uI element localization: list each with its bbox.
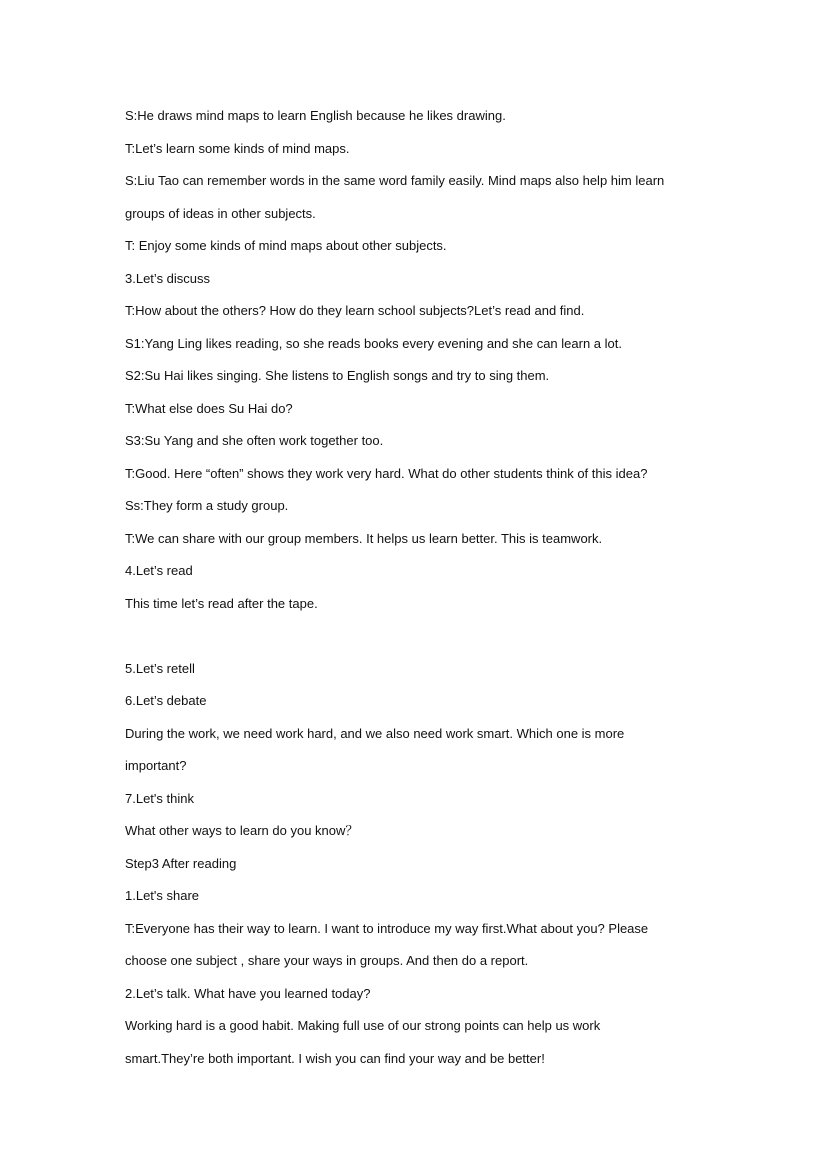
- section-heading: 5.Let’s retell: [125, 660, 195, 676]
- text-line: choose one subject , share your ways in groups. And then do a report.: [125, 953, 529, 968]
- text-line: smart.They’re both important. I wish you can find your way and be better!: [125, 1050, 545, 1066]
- text-line: T:Everyone has their way to learn. I want to introduce my way first.What about you? Please: [125, 920, 649, 936]
- text-line: S2:Su Hai likes singing. She listens to English songs and try to sing them.: [125, 368, 550, 383]
- text-line: T:Good. Here “often” shows they work very hard. What do other students think of this idea?: [125, 465, 648, 481]
- text-line: This time let’s read after the tape.: [125, 595, 318, 611]
- text-line: Ss:They form a study group.: [125, 498, 289, 513]
- text-line: important?: [125, 758, 187, 773]
- section-heading: 7.Let's think: [125, 790, 194, 806]
- blank-line: [125, 624, 725, 657]
- section-heading: Step3 After reading: [125, 855, 237, 871]
- document-body: [125, 104, 725, 1079]
- section-heading: 6.Let’s debate: [125, 693, 207, 708]
- text-line: T:How about the others? How do they learn school subjects?Let’s read and find.: [125, 303, 585, 318]
- text-line: Working hard is a good habit. Making full use of our strong points can help us work: [125, 1018, 601, 1033]
- section-heading: 3.Let’s discuss: [125, 270, 211, 286]
- text-line: T:What else does Su Hai do?: [125, 400, 293, 416]
- section-heading: 2.Let’s talk. What have you learned today?: [125, 985, 371, 1001]
- text-line: groups of ideas in other subjects.: [125, 205, 316, 221]
- text-line: S:He draws mind maps to learn English because he likes drawing.: [125, 108, 506, 123]
- text-line: What other ways to learn do you know？: [125, 823, 359, 838]
- text-line: S1:Yang Ling likes reading, so she reads books every evening and she can learn a lot.: [125, 335, 622, 351]
- section-heading: 4.Let’s read: [125, 563, 193, 578]
- section-heading: 1.Let's share: [125, 888, 200, 903]
- text-line: S3:Su Yang and she often work together too.: [125, 433, 384, 448]
- text-line: T:We can share with our group members. It helps us learn better. This is teamwork.: [125, 530, 603, 546]
- text-line: T:Let’s learn some kinds of mind maps.: [125, 140, 350, 156]
- text-line: T: Enjoy some kinds of mind maps about other subjects.: [125, 238, 447, 253]
- text-line: S:Liu Tao can remember words in the same word family easily. Mind maps also help him learn: [125, 173, 665, 188]
- text-line: During the work, we need work hard, and we also need work smart. Which one is more: [125, 725, 625, 741]
